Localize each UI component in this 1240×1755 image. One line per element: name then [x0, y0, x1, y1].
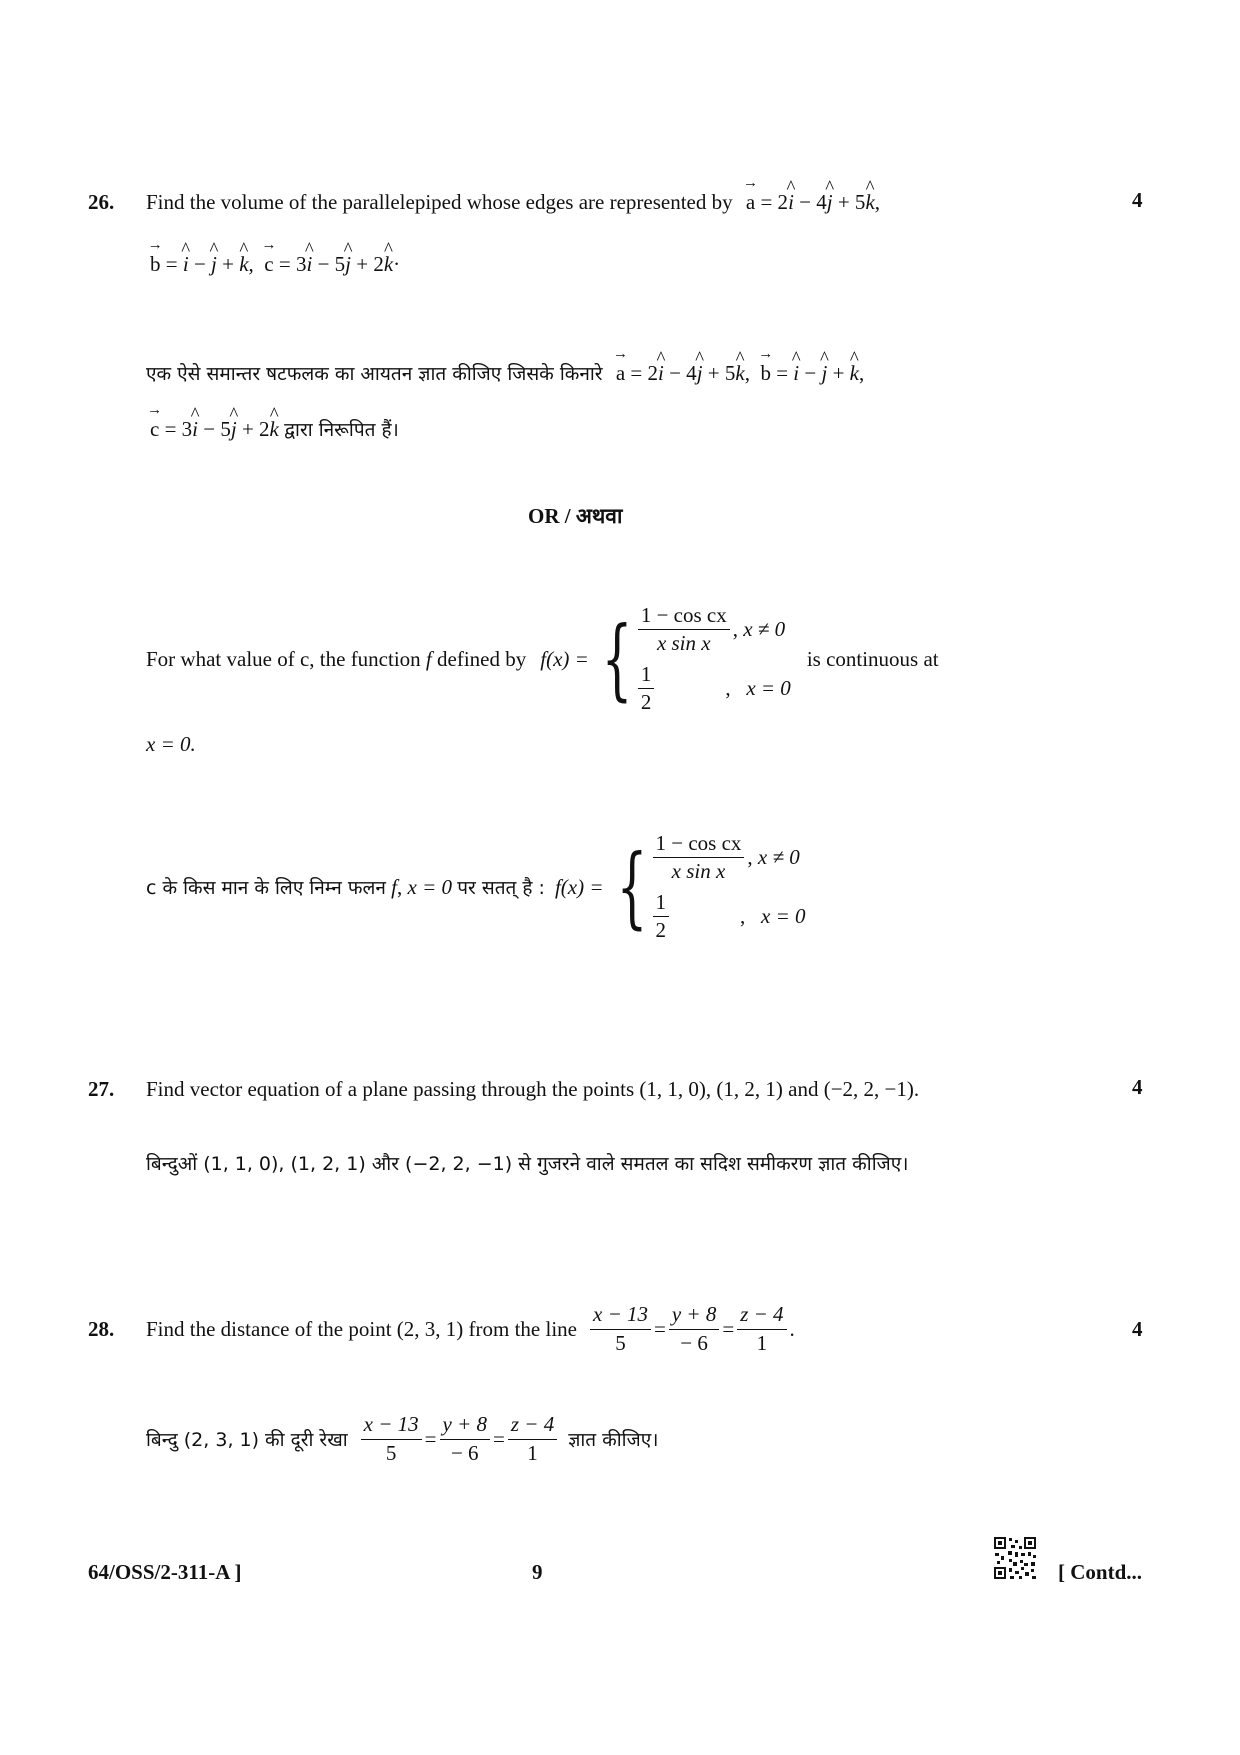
- question-26-number: 26.: [88, 190, 115, 214]
- question-27-marks: 4: [1132, 1075, 1143, 1099]
- question-26-hindi: [146, 360, 864, 386]
- or-english-prefix: For what value of c, the function: [146, 646, 421, 671]
- or-hindi-middle: पर सतत् है :: [457, 877, 545, 899]
- question-26-hindi-text: एक ऐसे समान्तर षटफलक का आयतन ज्ञात कीजिए जिसके किनारे: [146, 363, 603, 385]
- question-28-english-text: Find the distance of the point (2, 3, 1) from the line: [146, 1316, 577, 1341]
- or-question-english: [146, 594, 939, 724]
- page-number: 9: [532, 1560, 543, 1584]
- question-28-hindi-suffix: ज्ञात कीजिए।: [568, 1429, 659, 1451]
- question-28-marks: 4: [1132, 1317, 1143, 1341]
- vector-a-expression: → a = 2^ i − 4^ j + 5^ k,: [746, 190, 880, 214]
- function-name: f: [425, 646, 432, 671]
- piecewise-function-english: f(x) = { $\frac{\text{1 − cos cx}}{\text{x sin x}}$ , x ≠ 0 $\frac{1}{2}$ , x = 0: [540, 602, 791, 715]
- question-27-english: Find vector equation of a plane passing through the points (1, 1, 0), (1, 2, 1) and (−2, 2, −1).: [146, 1077, 920, 1101]
- question-26-vectors-bc: → b = ^ i − ^ j + ^ k, → c = 3^ i − 5^ j + 2^ k·: [150, 252, 400, 277]
- or-english-suffix: is continuous at: [806, 646, 939, 671]
- question-28-hindi-prefix: बिन्दु (2, 3, 1) की दूरी रेखा: [146, 1429, 348, 1451]
- or-hindi-prefix: c के किस मान के लिए निम्न फलन: [146, 877, 386, 899]
- line-equation-hindi: $\frac{x - 13}{5}$ = $\frac{y + 8}{- 6}$ = $\frac{z - 4}{1}$: [358, 1413, 561, 1464]
- left-brace-icon: {: [601, 607, 633, 710]
- qr-code-icon: [993, 1536, 1037, 1580]
- question-27-number: 27.: [88, 1077, 115, 1101]
- question-27-hindi: बिन्दुओं (1, 1, 0), (1, 2, 1) और (−2, 2, −1) से गुजरने वाले समतल का सदिश समीकरण ज्ञात कीजिए।: [146, 1153, 909, 1175]
- continued-label: [ Contd...: [1058, 1560, 1143, 1584]
- or-english-middle: defined by: [437, 646, 527, 671]
- left-brace-icon: {: [616, 835, 647, 938]
- hindi-vector-a: → a = 2^ i − 4^ j + 5^ k, → b = ^ i − ^ j + ^ k,: [616, 361, 864, 385]
- question-26-english-text: Find the volume of the parallelepiped whose edges are represented by: [146, 190, 733, 214]
- or-question-hindi: c के किस मान के लिए निम्न फलन f , x = 0 पर सतत् है : f(x) = { $\frac{\text{1 − cos cx}}{\text{x sin x}}$ , x ≠ 0 $\frac{1}{2}$ , x = 0: [146, 830, 806, 943]
- question-26-english: [146, 190, 880, 215]
- or-english-end: x = 0.: [146, 732, 196, 756]
- question-26-hindi-suffix: द्वारा निरूपित हैं।: [284, 419, 399, 441]
- line-equation-english: $\frac{x - 13}{5}$ = $\frac{y + 8}{- 6}$ = $\frac{z - 4}{1}$ .: [587, 1303, 795, 1354]
- piecewise-function-hindi: f(x) = { $\frac{\text{1 − cos cx}}{\text{x sin x}}$ , x ≠ 0 $\frac{1}{2}$ , x = 0: [554, 830, 806, 943]
- paper-code: 64/OSS/2-311-A ]: [88, 1560, 242, 1584]
- question-26-marks: 4: [1132, 188, 1143, 212]
- hindi-vector-c: → c = 3^ i − 5^ j + 2^ k: [150, 417, 284, 441]
- question-28-number: 28.: [88, 1317, 115, 1341]
- or-label: OR / अथवा: [528, 504, 623, 528]
- question-26-hindi-line2: [150, 416, 399, 442]
- question-28-english: [146, 1296, 795, 1362]
- question-28-hindi: [146, 1406, 658, 1472]
